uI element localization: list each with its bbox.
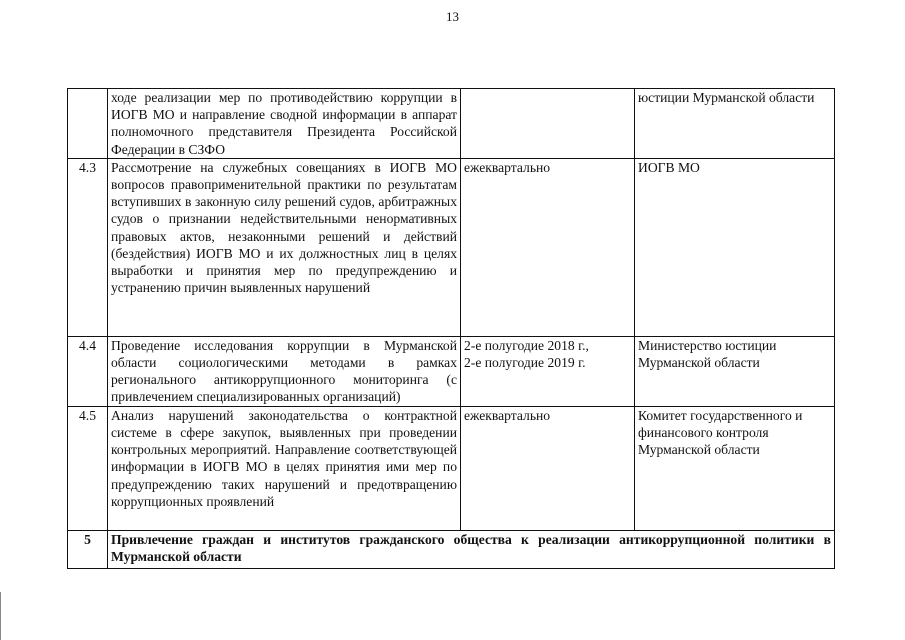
table-row	[68, 158, 835, 336]
section-number: 5	[68, 530, 108, 568]
row-description: Проведение исследования коррупции в Мурманской области социологическими методами в рамках регионального антикоррупционного мониторинга (с привлечением специализированных организаций)	[108, 336, 461, 406]
table-row	[68, 336, 835, 406]
term-line: 2-е полугодие 2018 г.,	[464, 337, 589, 353]
page-number: 13	[446, 9, 459, 24]
table-row	[68, 89, 835, 159]
scan-edge-line	[0, 592, 1, 640]
action-plan-table	[67, 88, 835, 569]
row-number: 4.3	[68, 158, 108, 336]
table-row	[68, 406, 835, 530]
row-executor: ИОГВ МО	[635, 158, 835, 336]
row-number: 4.4	[68, 336, 108, 406]
row-description: ходе реализации мер по противодействию коррупции в ИОГВ МО и направление сводной информации в аппарат полномочного представителя Президента Российской Федерации в СЗФО	[108, 89, 461, 159]
row-description: Анализ нарушений законодательства о контрактной системе в сфере закупок, выявленных при проведении контрольных мероприятий. Направление соответствующей информации в ИОГВ МО в целях принятия ими мер по предупреждению таких нарушений и предотвращению коррупционных проявлений	[108, 406, 461, 530]
row-executor: Министерство юстиции Мурманской области	[635, 336, 835, 406]
row-term	[461, 89, 635, 159]
section-row	[68, 530, 835, 568]
row-term: ежеквартально	[461, 158, 635, 336]
section-title: Привлечение граждан и институтов гражданского общества к реализации антикоррупционной политики в Мурманской области	[108, 530, 835, 568]
row-number: 4.5	[68, 406, 108, 530]
row-term: ежеквартально	[461, 406, 635, 530]
row-number	[68, 89, 108, 159]
row-description: Рассмотрение на служебных совещаниях в ИОГВ МО вопросов правоприменительной практики по результатам вступивших в законную силу решений судов, арбитражных судов о признании недействительными ненормативных правовых актов, незаконными решений и действий (бездействия) ИОГВ МО и их должностных лиц в целях выработки и принятия мер по предупреждению и устранению причин выявленных нарушений	[108, 158, 461, 336]
term-line: 2-е полугодие 2019 г.	[464, 355, 586, 371]
row-term	[461, 336, 635, 406]
row-executor: юстиции Мурманской области	[635, 89, 835, 159]
row-executor: Комитет государственного и финансового контроля Мурманской области	[635, 406, 835, 530]
